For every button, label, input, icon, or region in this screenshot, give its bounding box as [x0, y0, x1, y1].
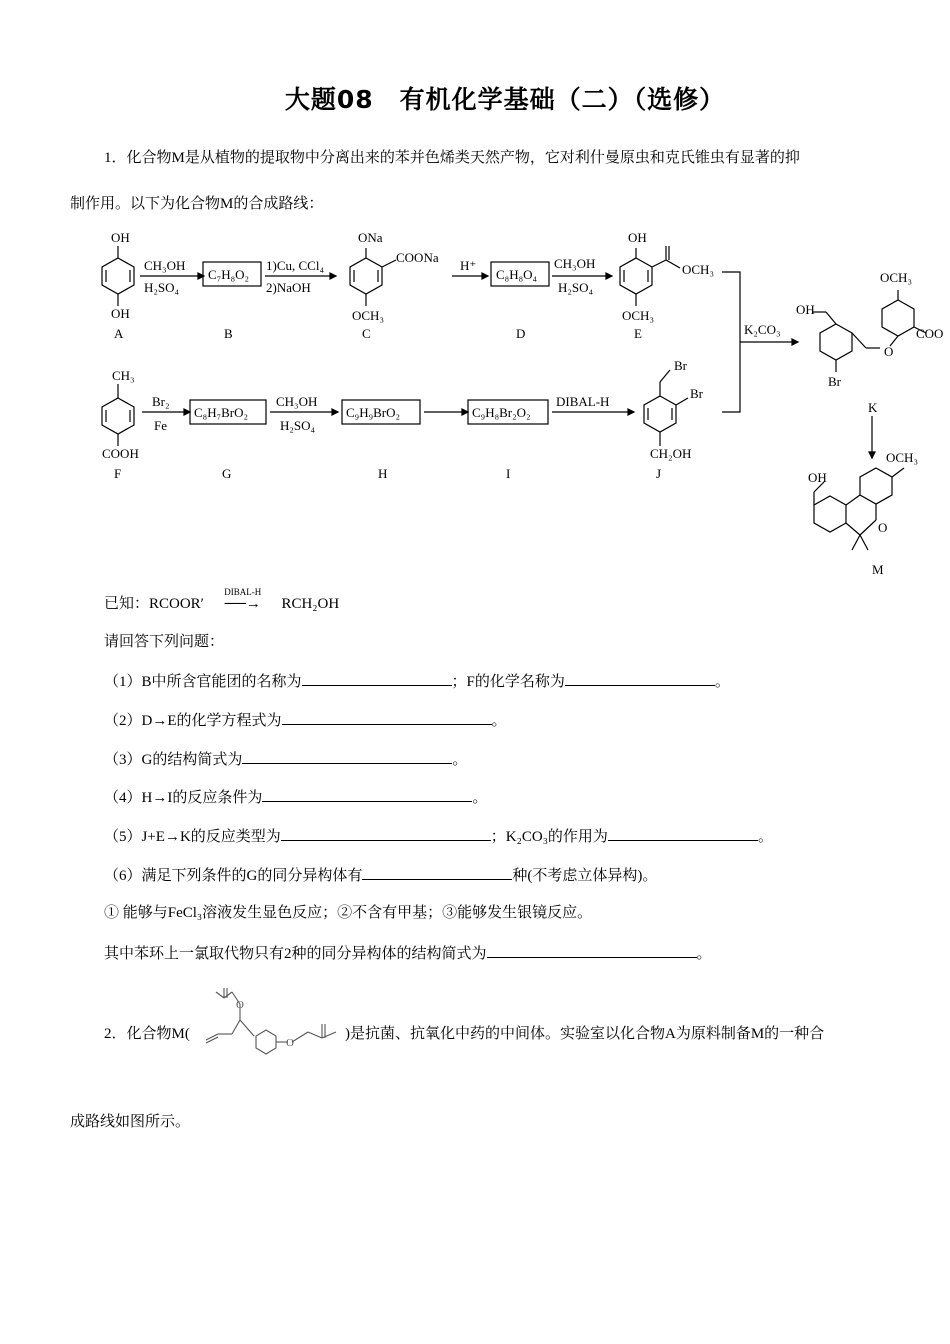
period: 。 — [472, 790, 488, 806]
question-6-followup-text: 其中苯环上一氯取代物只有2种的同分异构体的结构简式为 — [104, 946, 487, 962]
known-reaction-arrow — [208, 587, 278, 614]
arrow5-reagent-top: Br₂ — [152, 394, 170, 409]
question-3 — [104, 748, 467, 770]
compound-A-substituent-top: OH — [111, 230, 130, 245]
compound-F-substituent-1: CH₃ — [112, 368, 135, 383]
compound-D-formula: C₈H₈O₄ — [496, 267, 538, 282]
compound-J-label: J — [656, 466, 662, 481]
period: 。 — [757, 829, 773, 845]
inline-structure-oxygen-2: O — [286, 1037, 294, 1049]
q1-intro-line2: 制作用。以下为化合物M的合成路线： — [70, 196, 324, 212]
compound-B-label: B — [224, 326, 233, 341]
compound-E-substituent-1: OH — [628, 230, 647, 245]
question-4-text: （4）H→I的反应条件为 — [104, 790, 263, 806]
question-2-text: （2）D→E的化学方程式为 — [104, 713, 282, 729]
compound-E-label: E — [634, 326, 642, 341]
arrow1-reagent-top: CH₃OH — [144, 258, 186, 273]
compound-I-formula: C₉H₈Br₂O₂ — [472, 405, 531, 420]
compound-I-label: I — [506, 466, 511, 481]
questions-prompt: 请回答下列问题： — [104, 634, 225, 650]
compound-F-substituent-2: COOH — [102, 446, 139, 461]
compound-B-formula: C₇H₈O₂ — [208, 267, 250, 282]
question-6 — [104, 864, 657, 886]
answer-blank-6b[interactable] — [487, 942, 697, 958]
compound-M-substituent-2: OCH₃ — [886, 450, 918, 465]
question-6-conditions: ① 能够与FeCl₃溶液发生显色反应；②不含有甲基；③能够发生银镜反应。 — [104, 905, 593, 921]
compound-G-label: G — [222, 466, 232, 481]
compound-C-substituent-3: OCH₃ — [352, 308, 384, 323]
compound-G-formula: C₈H₇BrO₂ — [194, 405, 249, 420]
answer-blank-2[interactable] — [282, 709, 492, 725]
compound-M-substituent-1: OH — [808, 470, 827, 485]
compound-J-substituent-1: Br — [674, 358, 687, 373]
compound-M-structure-inline — [196, 978, 348, 1058]
compound-K-label: K — [868, 400, 878, 415]
inline-structure-oxygen-1: O — [236, 999, 244, 1011]
compound-A-label: A — [114, 326, 124, 341]
q2-text-b: )是抗菌、抗氧化中药的中间体。实验室以化合物A为原料制备M的一种合 — [345, 1026, 825, 1042]
question-6-text-b: 种(不考虑立体异构)。 — [512, 868, 658, 884]
answer-blank-1a[interactable] — [302, 670, 452, 686]
period: 。 — [452, 752, 468, 768]
arrow6-reagent-bottom: H₂SO₄ — [280, 418, 316, 433]
arrow2-reagent-bottom: 2)NaOH — [266, 280, 311, 295]
compound-H-formula: C₉H₉BrO₂ — [346, 405, 401, 420]
arrow5-reagent-bottom: Fe — [154, 418, 167, 433]
compound-A-substituent-bottom: OH — [111, 306, 130, 321]
compound-K-substituent-3: COO — [916, 326, 944, 341]
compound-M-label: M — [872, 562, 884, 577]
period: 。 — [491, 713, 507, 729]
compound-C-substituent-1: ONa — [358, 230, 383, 245]
compound-K-substituent-1: OH — [796, 302, 815, 317]
question-1-text-b: ；F的化学名称为 — [451, 674, 565, 690]
answer-blank-1b[interactable] — [565, 670, 715, 686]
q2-text-c: 成路线如图所示。 — [70, 1114, 191, 1130]
compound-C-label: C — [362, 326, 371, 341]
known-reaction-arrow-label: DIBAL-H — [224, 587, 262, 597]
question-1 — [104, 670, 730, 692]
question-6-text-a: （6）满足下列条件的G的同分异构体有 — [104, 868, 363, 884]
synthesis-scheme — [0, 220, 950, 590]
compound-E-substituent-3: OCH₃ — [622, 308, 654, 323]
compound-D-label: D — [516, 326, 526, 341]
arrow1-reagent-bottom: H₂SO₄ — [144, 280, 180, 295]
arrow4-reagent-top: CH₃OH — [554, 256, 596, 271]
known-reaction-reactant: 已知：RCOOR′ — [104, 596, 204, 612]
question-1-text-a: （1）B中所含官能团的名称为 — [104, 674, 302, 690]
question-4 — [104, 786, 487, 808]
compound-C-substituent-2: COONa — [396, 250, 439, 265]
answer-blank-6[interactable] — [362, 864, 512, 880]
answer-blank-5a[interactable] — [281, 825, 491, 841]
compound-J-substituent-3: CH₂OH — [650, 446, 692, 461]
answer-blank-5b[interactable] — [608, 825, 758, 841]
known-reaction-product: RCH₂OH — [281, 596, 340, 612]
arrow6-reagent-top: CH₃OH — [276, 394, 318, 409]
period: 。 — [714, 674, 730, 690]
compound-K-substituent-2: OCH₃ — [880, 270, 912, 285]
arrow4-reagent-bottom: H₂SO₄ — [558, 280, 594, 295]
compound-H-label: H — [378, 466, 388, 481]
question-2 — [104, 709, 507, 731]
compound-F-label: F — [114, 466, 122, 481]
question-6-followup — [104, 942, 712, 964]
compound-K-substituent-5: Br — [828, 374, 841, 389]
answer-blank-3[interactable] — [242, 748, 452, 764]
arrow-icon: ──→ — [224, 596, 261, 612]
question-5-text-a: （5）J+E→K的反应类型为 — [104, 829, 281, 845]
k2co3-reagent: K₂CO₃ — [744, 322, 781, 337]
question-5 — [104, 825, 773, 847]
compound-E-substituent-2: OCH₃ — [682, 262, 714, 277]
period: 。 — [696, 946, 712, 962]
q1-intro-line1: 1．化合物M是从植物的提取物中分离出来的苯并色烯类天然产物，它对利什曼原虫和克氏锥虫有显著的抑 — [104, 150, 800, 166]
compound-J-substituent-2: Br — [690, 386, 703, 401]
arrow8-reagent: DIBAL-H — [556, 394, 610, 409]
arrow3-reagent: H⁺ — [460, 258, 477, 273]
page-title: 大题08 有机化学基础（二）（选修） — [284, 85, 726, 114]
question-5-text-b: ；K₂CO₃的作用为 — [490, 829, 608, 845]
q2-text-a: 2．化合物M( — [104, 1026, 190, 1042]
known-reaction — [104, 587, 340, 614]
compound-M-substituent-3: O — [878, 520, 888, 535]
arrow2-reagent-top: 1)Cu, CCl₄ — [266, 258, 324, 273]
compound-K-substituent-4: O — [884, 344, 894, 359]
answer-blank-4[interactable] — [262, 786, 472, 802]
question-3-text: （3）G的结构简式为 — [104, 752, 243, 768]
